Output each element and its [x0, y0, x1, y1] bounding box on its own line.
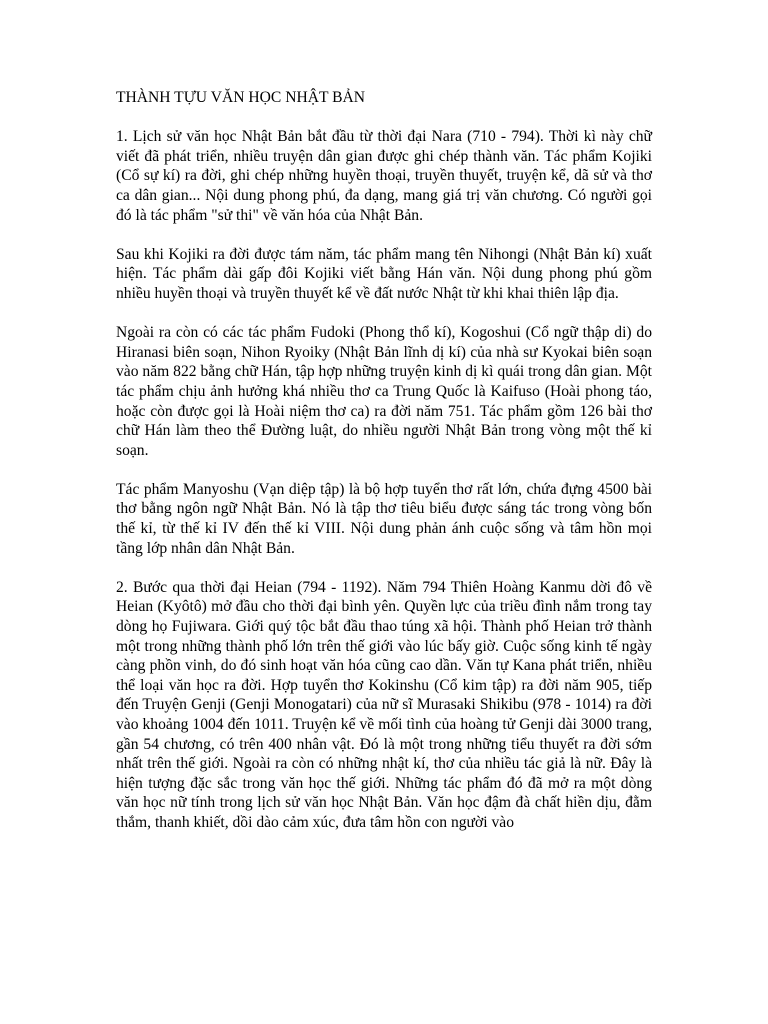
paragraph-nara-era: 1. Lịch sử văn học Nhật Bản bắt đầu từ thời đại Nara (710 - 794). Thời kì này chữ viết đã phát triển, nhiều truyện dân gian được ghi chép thành văn. Tác phẩm Kojiki (Cổ sự kí) ra đời, ghi chép những huyền thoại, truyền thuyết, truyện kể, dã sử và thơ ca dân gian... Nội dung phong phú, đa dạng, mang giá trị văn chương. Có người gọi đó là tác phẩm "sử thi" về văn hóa của Nhật Bản. — [116, 128, 652, 224]
paragraph-nihongi: Sau khi Kojiki ra đời được tám năm, tác phẩm mang tên Nihongi (Nhật Bản kí) xuất hiện. Tác phẩm dài gấp đôi Kojiki viết bằng Hán văn. Nội dung phong phú gồm nhiều huyền thoại và truyền thuyết kể về đất nước Nhật từ khi khai thiên lập địa. — [116, 245, 652, 302]
paragraph-other-works: Ngoài ra còn có các tác phẩm Fudoki (Phong thổ kí), Kogoshui (Cổ ngữ thập di) do Hiranasi biên soạn, Nihon Ryoiky (Nhật Bản lĩnh dị kí) của nhà sư Kyokai biên soạn vào năm 822 bằng chữ Hán, tập hợp những truyện kinh dị kì quái trong dân gian. Một tác phẩm chịu ảnh hưởng khá nhiều thơ ca Trung Quốc là Kaifuso (Hoài phong táo, hoặc còn được gọi là Hoài niệm thơ ca) ra đời năm 751. Tác phẩm gồm 126 bài thơ chữ Hán làm theo thể Đường luật, do nhiều người Nhật Bản trong vòng một thế kỉ soạn. — [116, 324, 652, 459]
document-page — [116, 88, 652, 852]
paragraph-heian-era: 2. Bước qua thời đại Heian (794 - 1192). Năm 794 Thiên Hoàng Kanmu dời đô về Heian (Kyôtô) mở đầu cho thời đại bình yên. Quyền lực của triều đình nắm trong tay dòng họ Fujiwara. Giới quý tộc bắt đầu thao túng xã hội. Thành phố Heian trở thành một trong những thành phố lớn trên thế giới vào lúc bấy giờ. Cuộc sống kinh tế ngày càng phồn vinh, do đó sinh hoạt văn hóa cũng cao dần. Văn tự Kana phát triển, nhiều thể loại văn học ra đời. Hợp tuyển thơ Kokinshu (Cổ kim tập) ra đời năm 905, tiếp đến Truyện Genji (Genji Monogatari) của nữ sĩ Murasaki Shikibu (978 - 1014) ra đời vào khoảng 1004 đến 1011. Truyện kể về mối tình của hoàng tử Genji dài 3000 trang, gần 54 chương, có trên 400 nhân vật. Đó là một trong những tiểu thuyết ra đời sớm nhất trên thế giới. Ngoài ra còn có những nhật kí, thơ của nhiều tác giả là nữ. Đây là hiện tượng đặc sắc trong văn học thế giới. Những tác phẩm đó đã mở ra một dòng văn học nữ tính trong lịch sử văn học Nhật Bản. Văn học đậm đà chất hiền dịu, đằm thắm, thanh khiết, dồi dào cảm xúc, đưa tâm hồn con người vào — [116, 578, 652, 831]
paragraph-manyoshu: Tác phẩm Manyoshu (Vạn diệp tập) là bộ hợp tuyển thơ rất lớn, chứa đựng 4500 bài thơ bằng ngôn ngữ Nhật Bản. Nó là tập thơ tiêu biểu được sáng tác trong vòng bốn thế kỉ, từ thế kỉ IV đến thế kỉ VIII. Nội dung phản ánh cuộc sống và tâm hồn mọi tầng lớp nhân dân Nhật Bản. — [116, 480, 652, 557]
document-title: THÀNH TỰU VĂN HỌC NHẬT BẢN — [116, 89, 366, 106]
